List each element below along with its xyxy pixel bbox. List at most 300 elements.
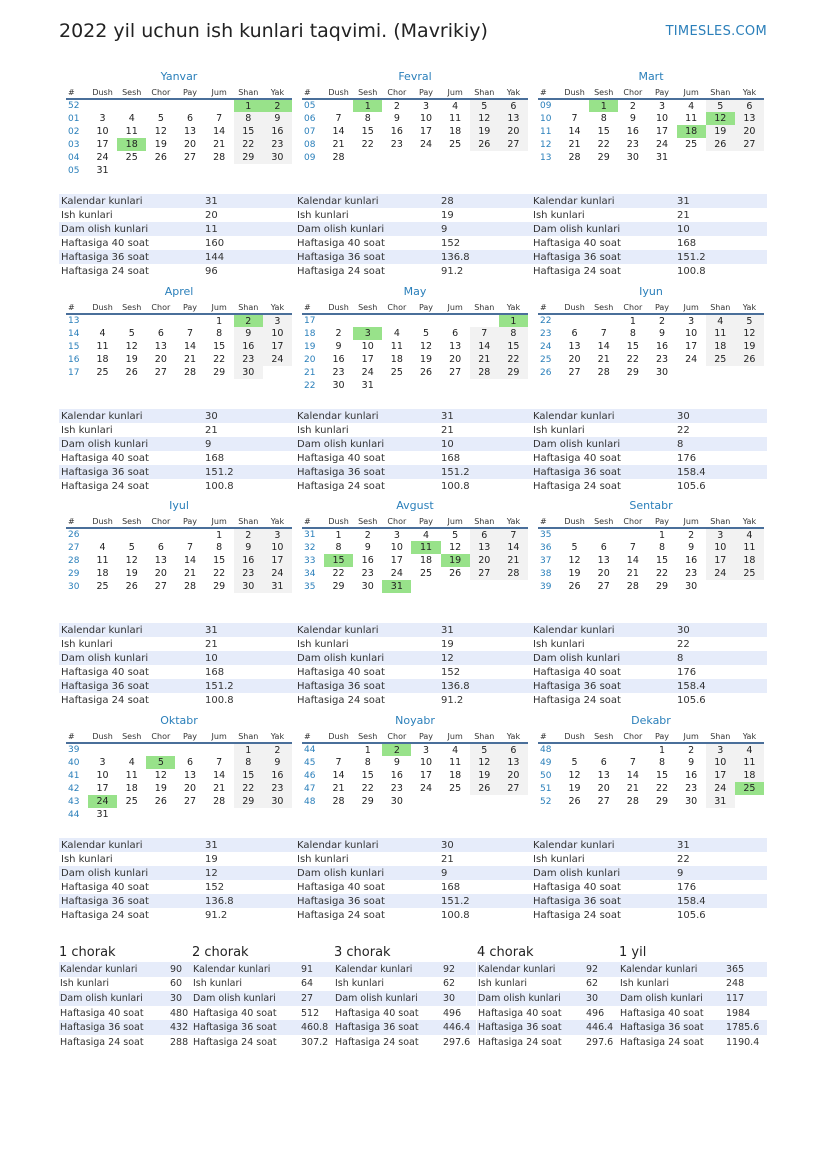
stat-row <box>477 1035 619 1050</box>
page-title: 2022 yil uchun ish kunlari taqvimi. (Mavrikiy) <box>59 20 488 42</box>
stat-row <box>59 1020 193 1035</box>
day-25: 25 <box>735 567 764 580</box>
weekday-header: Jum <box>677 86 706 99</box>
stat-value: 168 <box>439 451 531 465</box>
week-row <box>66 138 292 151</box>
stat-label: Haftasiga 24 soat <box>59 479 203 493</box>
empty-day-cell <box>324 99 353 112</box>
stat-label: Haftasiga 36 soat <box>295 250 439 264</box>
day-11: 11 <box>125 770 138 781</box>
week-row <box>66 541 292 554</box>
weekday-header: Shan <box>234 86 263 99</box>
week-number: 39 <box>68 745 80 755</box>
week-number: 14 <box>68 328 80 339</box>
empty-day-cell <box>560 99 589 112</box>
stat-label: Haftasiga 36 soat <box>59 250 203 264</box>
weekday-header: Pay <box>175 86 204 99</box>
day-30: 30 <box>263 151 292 164</box>
day-6: 6 <box>157 328 164 339</box>
month-name: Dekabr <box>631 714 671 727</box>
stat-label: Haftasiga 24 soat <box>531 693 675 707</box>
stat-row <box>619 1035 767 1050</box>
month-name: Aprel <box>164 285 194 298</box>
stat-value: 288 <box>169 1035 193 1050</box>
weekday-header: Shan <box>234 301 263 314</box>
day-26: 26 <box>706 138 735 151</box>
stat-row <box>295 679 531 693</box>
day-15: 15 <box>361 126 374 137</box>
day-23: 23 <box>263 782 292 795</box>
stat-value: 12 <box>203 866 295 880</box>
day-26: 26 <box>154 796 167 807</box>
stat-label: Ish kunlari <box>59 852 203 866</box>
month-name: Iyul <box>169 499 189 512</box>
week-number-header: # <box>66 301 88 314</box>
day-5: 5 <box>422 328 430 339</box>
day-4: 4 <box>735 528 764 541</box>
day-2: 2 <box>234 314 263 327</box>
stat-value: 297.6 <box>442 1035 476 1050</box>
stat-row <box>59 962 193 977</box>
empty-day-cell <box>499 379 528 392</box>
week-number: 52 <box>540 796 552 807</box>
stat-value: 248 <box>725 977 767 992</box>
day-9: 9 <box>688 542 695 553</box>
stat-label: Haftasiga 24 soat <box>295 908 439 922</box>
stat-value: 100.8 <box>439 908 531 922</box>
week-number: 45 <box>304 757 316 768</box>
stat-value: 30 <box>439 838 531 852</box>
day-24: 24 <box>263 567 292 580</box>
week-number-header: # <box>302 301 324 314</box>
quarter-title: 2 chorak <box>192 945 249 960</box>
weekday-header-row <box>302 730 528 743</box>
week-number: 18 <box>304 328 316 339</box>
day-22: 22 <box>332 568 345 579</box>
day-7: 7 <box>499 528 528 541</box>
day-18: 18 <box>96 354 109 365</box>
week-row <box>538 567 764 580</box>
day-6: 6 <box>452 328 459 339</box>
empty-day-cell <box>735 580 764 593</box>
day-21: 21 <box>499 554 528 567</box>
stat-row <box>59 977 193 992</box>
stat-row <box>295 409 531 423</box>
day-27: 27 <box>154 581 167 592</box>
weekday-header: Yak <box>263 730 292 743</box>
stat-value: 22 <box>675 852 767 866</box>
stat-row <box>59 222 295 236</box>
weekday-header: Dush <box>88 515 117 528</box>
month-name: Noyabr <box>395 714 435 727</box>
stat-row <box>531 693 767 707</box>
day-8: 8 <box>234 112 263 125</box>
day-14: 14 <box>597 341 610 352</box>
stat-label: Haftasiga 36 soat <box>531 679 675 693</box>
stat-row <box>531 409 767 423</box>
day-25: 25 <box>96 367 109 378</box>
day-23: 23 <box>390 783 403 794</box>
day-30: 30 <box>626 152 639 163</box>
day-13: 13 <box>449 341 462 352</box>
stat-label: Kalendar kunlari <box>295 409 439 423</box>
day-22: 22 <box>234 782 263 795</box>
stat-row <box>192 1035 334 1050</box>
stat-label: Haftasiga 40 soat <box>192 1006 300 1021</box>
stat-label: Ish kunlari <box>531 208 675 222</box>
day-14: 14 <box>213 770 226 781</box>
weekday-header: Sesh <box>353 515 382 528</box>
empty-day-cell <box>411 580 440 593</box>
day-7: 7 <box>629 757 636 768</box>
week-row <box>538 314 764 327</box>
week-number: 34 <box>304 568 316 579</box>
stat-row <box>295 637 531 651</box>
day-14: 14 <box>626 770 639 781</box>
stat-label: Ish kunlari <box>59 208 203 222</box>
empty-day-cell <box>117 808 146 821</box>
week-number: 19 <box>304 341 316 352</box>
empty-day-cell <box>411 314 440 327</box>
day-9: 9 <box>263 756 292 769</box>
day-1: 1 <box>234 743 263 756</box>
stat-label: Ish kunlari <box>619 977 725 992</box>
weekday-header: Chor <box>618 730 647 743</box>
day-18: 18 <box>96 568 109 579</box>
month-stats <box>295 194 531 278</box>
stat-label: Kalendar kunlari <box>334 962 442 977</box>
day-10: 10 <box>419 757 433 768</box>
stat-label: Haftasiga 40 soat <box>477 1006 585 1021</box>
day-1: 1 <box>234 99 263 112</box>
stat-value: 8 <box>675 651 767 665</box>
day-18: 18 <box>419 555 433 566</box>
week-row <box>538 743 764 756</box>
stat-label: Haftasiga 24 soat <box>59 908 203 922</box>
day-13: 13 <box>499 756 528 769</box>
week-number: 09 <box>540 101 552 111</box>
week-row <box>66 756 292 769</box>
stat-value: 31 <box>439 409 531 423</box>
day-1: 1 <box>589 99 618 112</box>
week-number: 36 <box>540 542 552 553</box>
empty-day-cell <box>263 366 292 379</box>
day-19: 19 <box>568 783 581 794</box>
stat-value: 62 <box>442 977 476 992</box>
empty-day-cell <box>735 795 764 808</box>
week-row <box>302 379 528 392</box>
day-13: 13 <box>597 555 610 566</box>
stat-value: 152 <box>439 665 531 679</box>
week-number: 21 <box>304 367 316 378</box>
day-27: 27 <box>183 152 197 163</box>
day-19: 19 <box>735 340 764 353</box>
day-29: 29 <box>597 152 610 163</box>
day-18: 18 <box>706 340 735 353</box>
stat-label: Haftasiga 40 soat <box>295 236 439 250</box>
week-number: 10 <box>540 113 552 124</box>
weekday-header: Dush <box>324 301 353 314</box>
day-15: 15 <box>655 770 669 781</box>
weekday-header: Sesh <box>353 301 382 314</box>
stat-value: 446.4 <box>585 1020 619 1035</box>
empty-day-cell <box>618 528 647 541</box>
day-5: 5 <box>146 756 175 769</box>
empty-day-cell <box>470 314 499 327</box>
day-4: 4 <box>128 113 135 124</box>
day-15: 15 <box>361 770 374 781</box>
day-19: 19 <box>470 125 499 138</box>
stat-label: Haftasiga 40 soat <box>59 880 203 894</box>
empty-day-cell <box>175 743 204 756</box>
day-8: 8 <box>364 113 371 124</box>
weekday-header: Yak <box>735 515 764 528</box>
stat-value: 432 <box>169 1020 193 1035</box>
stat-value: 12 <box>439 651 531 665</box>
day-5: 5 <box>470 99 499 112</box>
week-number: 06 <box>304 113 316 124</box>
stat-value: 151.2 <box>675 250 767 264</box>
day-5: 5 <box>157 113 164 124</box>
week-row <box>66 125 292 138</box>
quarter-title: 4 chorak <box>477 945 534 960</box>
day-18: 18 <box>390 354 403 365</box>
day-15: 15 <box>655 555 669 566</box>
day-28: 28 <box>183 367 197 378</box>
day-27: 27 <box>499 782 528 795</box>
day-4: 4 <box>688 100 695 112</box>
month-calendar <box>538 301 764 379</box>
weekday-header-row <box>538 86 764 99</box>
week-row <box>302 528 528 541</box>
stat-value: 168 <box>203 665 295 679</box>
day-13: 13 <box>499 112 528 125</box>
stat-row <box>59 250 295 264</box>
day-23: 23 <box>685 783 698 794</box>
weekday-header: Dush <box>88 301 117 314</box>
empty-day-cell <box>470 379 499 392</box>
week-number: 26 <box>68 530 80 540</box>
empty-day-cell <box>205 164 234 177</box>
weekday-header: Pay <box>647 730 676 743</box>
week-row <box>538 580 764 593</box>
day-11: 11 <box>411 541 440 554</box>
day-7: 7 <box>629 542 636 553</box>
empty-day-cell <box>560 314 589 327</box>
stat-row <box>619 1020 767 1035</box>
day-12: 12 <box>125 341 138 352</box>
week-number-header: # <box>302 515 324 528</box>
day-5: 5 <box>706 99 735 112</box>
stat-value: 22 <box>675 637 767 651</box>
day-10: 10 <box>96 770 109 781</box>
weekday-header: Pay <box>175 515 204 528</box>
stat-value: 152 <box>439 236 531 250</box>
day-20: 20 <box>568 354 581 365</box>
day-6: 6 <box>735 99 764 112</box>
stat-value: 1984 <box>725 1006 767 1021</box>
day-25: 25 <box>125 152 138 163</box>
month-name: May <box>403 285 427 298</box>
day-28: 28 <box>499 567 528 580</box>
day-18: 18 <box>735 769 764 782</box>
stat-label: Haftasiga 36 soat <box>619 1020 725 1035</box>
stat-label: Dam olish kunlari <box>295 222 439 236</box>
stat-label: Haftasiga 40 soat <box>531 880 675 894</box>
stat-row <box>59 194 295 208</box>
month-stats <box>59 838 295 922</box>
day-23: 23 <box>332 367 345 378</box>
empty-day-cell <box>589 528 618 541</box>
stat-label: Haftasiga 40 soat <box>59 451 203 465</box>
day-11: 11 <box>390 341 403 352</box>
day-17: 17 <box>706 554 735 567</box>
stat-label: Haftasiga 40 soat <box>59 1006 169 1021</box>
day-9: 9 <box>658 328 666 339</box>
month-stats <box>295 838 531 922</box>
day-15: 15 <box>626 341 639 352</box>
weekday-header-row <box>538 730 764 743</box>
weekday-header: Shan <box>234 515 263 528</box>
week-row <box>66 112 292 125</box>
stat-row <box>295 880 531 894</box>
day-7: 7 <box>216 757 223 768</box>
month-calendar <box>302 730 528 808</box>
day-3: 3 <box>393 529 400 541</box>
stat-row <box>59 409 295 423</box>
stat-value: 136.8 <box>203 894 295 908</box>
stat-value: 151.2 <box>203 679 295 693</box>
stat-label: Haftasiga 40 soat <box>531 451 675 465</box>
day-7: 7 <box>186 542 194 553</box>
day-27: 27 <box>449 367 462 378</box>
day-26: 26 <box>568 581 581 592</box>
stat-label: Dam olish kunlari <box>192 991 300 1006</box>
week-row <box>66 164 292 177</box>
stat-label: Haftasiga 24 soat <box>295 264 439 278</box>
day-4: 4 <box>99 328 106 339</box>
week-number: 13 <box>540 152 552 163</box>
day-27: 27 <box>154 367 167 378</box>
day-3: 3 <box>658 100 666 112</box>
stat-value: 152 <box>203 880 295 894</box>
stat-value: 105.6 <box>675 479 767 493</box>
week-number: 44 <box>68 809 80 820</box>
month-stats <box>531 623 767 707</box>
stat-label: Dam olish kunlari <box>531 437 675 451</box>
brand-link[interactable]: TIMESLES.COM <box>665 24 767 39</box>
empty-day-cell <box>205 99 234 112</box>
week-row <box>302 554 528 567</box>
month-calendar <box>66 730 292 821</box>
day-16: 16 <box>361 555 374 566</box>
day-13: 13 <box>183 126 197 137</box>
stat-row <box>295 264 531 278</box>
day-21: 21 <box>213 139 226 150</box>
day-2: 2 <box>335 328 342 339</box>
day-10: 10 <box>96 126 109 137</box>
week-number: 44 <box>304 745 316 755</box>
day-15: 15 <box>234 769 263 782</box>
day-2: 2 <box>658 315 666 327</box>
day-1: 1 <box>335 529 342 541</box>
week-number: 11 <box>540 126 552 137</box>
stat-value: 176 <box>675 451 767 465</box>
stat-value: 30 <box>675 623 767 637</box>
week-row <box>302 125 528 138</box>
day-19: 19 <box>441 554 470 567</box>
day-12: 12 <box>125 555 138 566</box>
day-30: 30 <box>685 581 698 592</box>
day-12: 12 <box>154 126 167 137</box>
stat-row <box>295 665 531 679</box>
day-30: 30 <box>361 581 374 592</box>
empty-day-cell <box>470 151 499 164</box>
stat-row <box>619 962 767 977</box>
stat-row <box>531 838 767 852</box>
day-29: 29 <box>213 367 226 378</box>
empty-day-cell <box>88 743 117 756</box>
day-18: 18 <box>117 138 146 151</box>
day-26: 26 <box>125 581 138 592</box>
stat-value: 9 <box>203 437 295 451</box>
stat-row <box>59 991 193 1006</box>
weekday-header: Jum <box>205 86 234 99</box>
week-row <box>302 366 528 379</box>
day-25: 25 <box>419 568 433 579</box>
week-row <box>302 795 528 808</box>
day-16: 16 <box>234 554 263 567</box>
empty-day-cell <box>175 99 204 112</box>
stat-row <box>59 637 295 651</box>
stat-value: 307.2 <box>300 1035 334 1050</box>
stat-value: 176 <box>675 665 767 679</box>
week-number: 22 <box>540 316 552 326</box>
weekday-header: Dush <box>560 730 589 743</box>
weekday-header: Sesh <box>589 301 618 314</box>
day-10: 10 <box>263 327 292 340</box>
day-16: 16 <box>626 126 639 137</box>
day-10: 10 <box>390 542 403 553</box>
stat-value: 158.4 <box>675 465 767 479</box>
stat-value: 28 <box>439 194 531 208</box>
stat-label: Kalendar kunlari <box>477 962 585 977</box>
week-row <box>66 340 292 353</box>
stat-value: 22 <box>675 423 767 437</box>
stat-value: 31 <box>203 194 295 208</box>
day-3: 3 <box>99 113 106 124</box>
day-25: 25 <box>449 783 462 794</box>
day-1: 1 <box>658 529 666 541</box>
day-5: 5 <box>128 328 135 339</box>
day-7: 7 <box>335 113 342 124</box>
day-31: 31 <box>96 809 109 820</box>
stat-value: 62 <box>585 977 619 992</box>
day-3: 3 <box>263 528 292 541</box>
empty-day-cell <box>499 151 528 164</box>
day-21: 21 <box>332 139 345 150</box>
empty-day-cell <box>146 528 175 541</box>
weekday-header: Dush <box>560 301 589 314</box>
stat-label: Ish kunlari <box>295 208 439 222</box>
day-17: 17 <box>419 770 433 781</box>
stat-label: Haftasiga 40 soat <box>59 665 203 679</box>
day-15: 15 <box>213 555 226 566</box>
week-number: 43 <box>68 796 80 807</box>
quarter-stats <box>334 962 476 1050</box>
stat-label: Dam olish kunlari <box>59 866 203 880</box>
stat-row <box>59 894 295 908</box>
